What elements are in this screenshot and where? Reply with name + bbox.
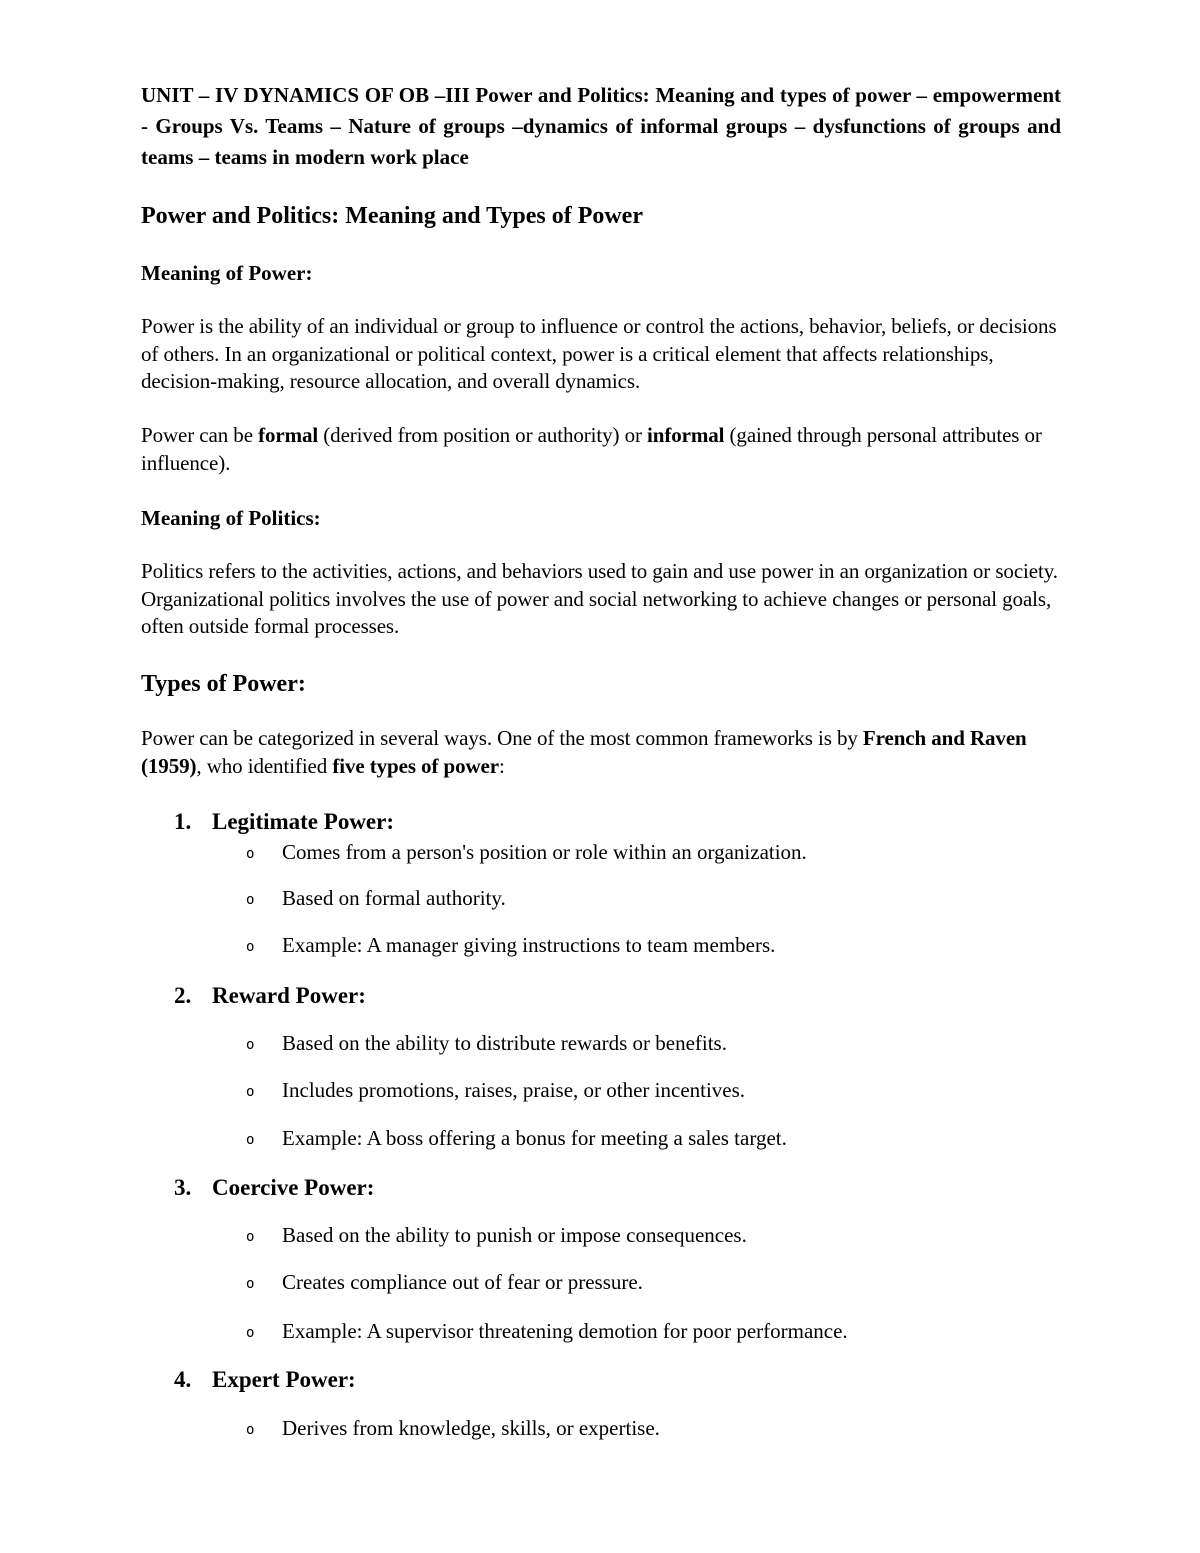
text-run: Power can be categorized in several ways. One of the most common frameworks is by <box>141 726 863 750</box>
bullet-circle-icon: o <box>246 1229 255 1245</box>
term-formal: formal <box>258 423 319 447</box>
bullet-circle-icon: o <box>246 846 255 862</box>
list-number: 3. <box>174 1175 192 1200</box>
text-run: : <box>499 753 505 778</box>
five-types-emphasis: five types of power <box>332 753 499 778</box>
meaning-of-politics-paragraph: Politics refers to the activities, actions, and behaviors used to gain and use power in an organization or society. Organizational politics involves the use of power and social networking to achieve changes or personal goals, often outside formal processes. <box>141 559 1058 638</box>
bullet-circle-icon: o <box>246 1132 255 1148</box>
bullet-circle-icon: o <box>246 1422 255 1438</box>
list-item <box>246 1414 660 1444</box>
list-item <box>246 1124 787 1154</box>
list-item <box>246 931 775 961</box>
text-run: , who identified <box>196 753 333 778</box>
meaning-of-power-paragraph: Power is the ability of an individual or group to influence or control the actions, behavior, beliefs, or decisions of others. In an organizational or political context, power is a critical element that affects relationships, decision-making, resource allocation, and overall dynamics. <box>141 314 1057 393</box>
bullet-text: Comes from a person's position or role within an organization. <box>282 840 807 864</box>
term-informal: informal <box>647 423 725 447</box>
bullet-circle-icon: o <box>246 1276 255 1292</box>
list-item <box>246 884 506 914</box>
power-type-title: Coercive Power: <box>212 1175 375 1200</box>
bullet-text: Based on the ability to punish or impose consequences. <box>282 1223 747 1247</box>
bullet-text: Based on formal authority. <box>282 886 506 910</box>
list-item <box>246 1221 747 1251</box>
meaning-of-power-heading: Meaning of Power: <box>141 261 313 285</box>
power-type-legitimate-heading <box>174 807 394 837</box>
list-item <box>246 1076 745 1106</box>
bullet-text: Example: A manager giving instructions to team members. <box>282 933 776 957</box>
text-run: (derived from position or authority) or <box>318 423 648 447</box>
list-number: 2. <box>174 983 192 1008</box>
bullet-circle-icon: o <box>246 1325 255 1341</box>
list-number: 1. <box>174 809 192 834</box>
unit-title: UNIT – IV DYNAMICS OF OB –III Power and Politics: Meaning and types of power – empowerment - Groups Vs. Teams – Nature of groups –dynamics of informal groups – dysfunctions of groups and teams – teams in modern work place <box>141 83 1061 169</box>
bullet-circle-icon: o <box>246 1037 255 1053</box>
bullet-text: Example: A boss offering a bonus for meeting a sales target. <box>282 1126 787 1150</box>
power-type-title: Legitimate Power: <box>212 809 395 834</box>
types-of-power-heading: Types of Power: <box>141 671 306 697</box>
bullet-text: Derives from knowledge, skills, or expertise. <box>282 1416 660 1440</box>
list-item <box>246 1029 727 1059</box>
power-formal-informal-paragraph <box>141 422 1066 477</box>
power-type-expert-heading <box>174 1365 356 1395</box>
power-type-reward-heading <box>174 981 366 1011</box>
text-run: (gained through personal attributes or influence). <box>141 423 1042 475</box>
list-item <box>246 1268 643 1298</box>
power-type-title: Reward Power: <box>212 983 366 1008</box>
list-item <box>246 838 807 868</box>
bullet-circle-icon: o <box>246 892 255 908</box>
list-item <box>246 1317 848 1347</box>
bullet-text: Includes promotions, raises, praise, or other incentives. <box>282 1078 746 1102</box>
power-type-coercive-heading <box>174 1173 374 1203</box>
bullet-text: Based on the ability to distribute rewards or benefits. <box>282 1031 727 1055</box>
bullet-text: Example: A supervisor threatening demotion for poor performance. <box>282 1319 848 1343</box>
bullet-circle-icon: o <box>246 939 255 955</box>
types-of-power-intro <box>141 725 1066 780</box>
text-run: Power can be <box>141 423 259 447</box>
power-type-title: Expert Power: <box>212 1367 356 1392</box>
list-number: 4. <box>174 1367 192 1392</box>
french-raven-citation: French and Raven (1959) <box>141 726 1027 778</box>
meaning-of-politics-heading: Meaning of Politics: <box>141 506 321 530</box>
bullet-circle-icon: o <box>246 1084 255 1100</box>
section-heading: Power and Politics: Meaning and Types of Power <box>141 203 643 229</box>
bullet-text: Creates compliance out of fear or pressure. <box>282 1270 643 1294</box>
